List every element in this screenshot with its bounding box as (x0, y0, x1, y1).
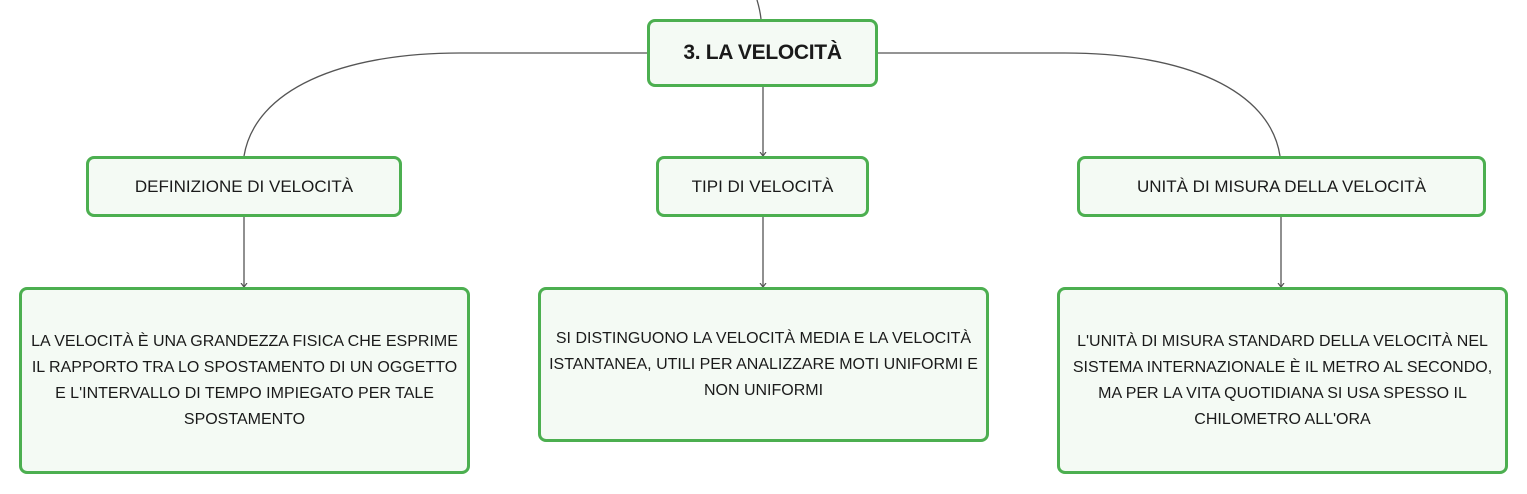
detail-text-definizione: LA VELOCITÀ È UNA GRANDEZZA FISICA CHE ESPRIME IL RAPPORTO TRA LO SPOSTAMENTO DI UN OGGETTO E L'INTERVALLO DI TEMPO IMPIEGATO PER TALE SPOSTAMENTO (31, 332, 458, 428)
topic-node-unita[interactable] (1077, 156, 1486, 217)
root-topic-label: 3. LA VELOCITÀ (683, 41, 842, 64)
topic-label-tipi: TIPI DI VELOCITÀ (691, 176, 834, 196)
detail-node-unita[interactable] (1057, 287, 1508, 474)
connector-root-to-definizione (244, 53, 647, 156)
connector-root-to-unita (878, 53, 1280, 156)
topic-label-unita: UNITÀ DI MISURA DELLA VELOCITÀ (1136, 176, 1427, 196)
topic-node-definizione[interactable] (86, 156, 402, 217)
incoming-connector (757, 0, 761, 19)
topic-label-definizione: DEFINIZIONE DI VELOCITÀ (134, 176, 354, 196)
root-topic-node[interactable] (647, 19, 878, 87)
detail-node-definizione[interactable] (19, 287, 470, 474)
detail-text-tipi: SI DISTINGUONO LA VELOCITÀ MEDIA E LA VELOCITÀ ISTANTANEA, UTILI PER ANALIZZARE MOTI UNIFORMI E NON UNIFORMI (549, 329, 978, 399)
detail-node-tipi[interactable] (538, 287, 989, 442)
detail-text-unita: L'UNITÀ DI MISURA STANDARD DELLA VELOCITÀ NEL SISTEMA INTERNAZIONALE È IL METRO AL SECONDO, MA PER LA VITA QUOTIDIANA SI USA SPESSO IL CHILOMETRO ALL'ORA (1072, 332, 1493, 428)
topic-node-tipi[interactable] (656, 156, 869, 217)
